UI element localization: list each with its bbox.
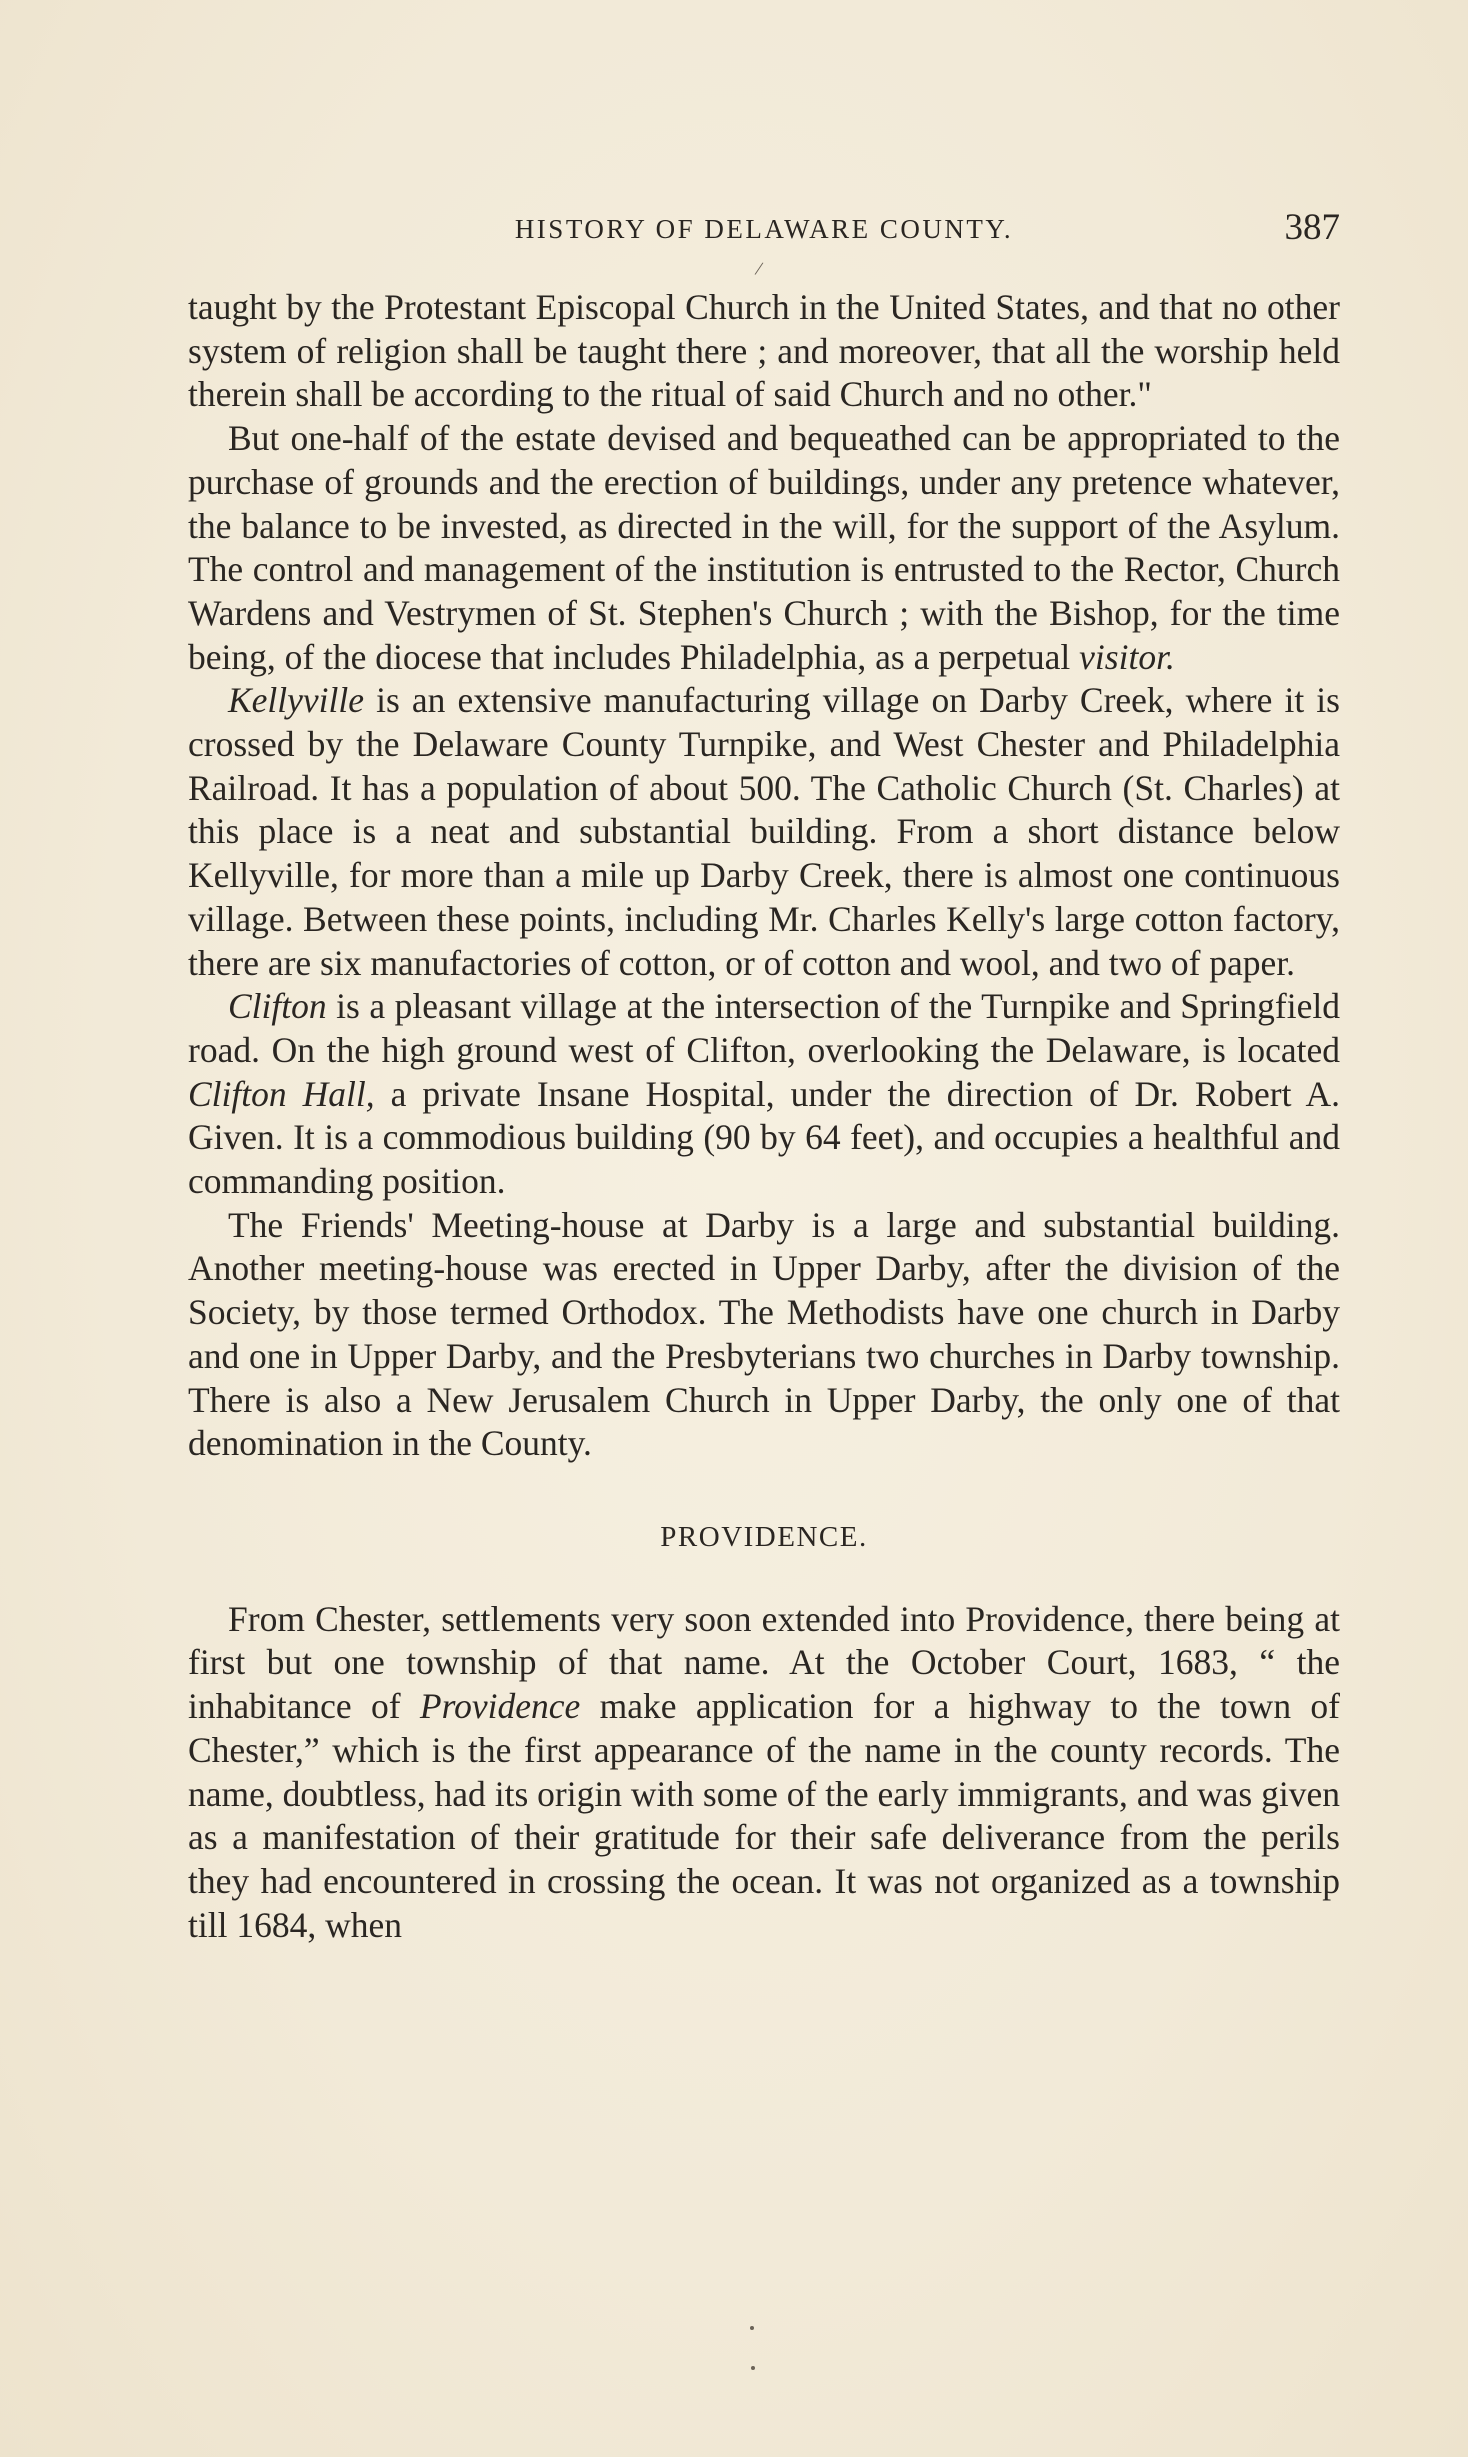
paragraph	[188, 985, 1340, 1204]
paragraph-text: make application for a highway to the town of Chester,” which is the first appearance of the name in the county records. The name, doubtless, had its origin with some of the early immigrants, and was given as a manifestation of their gratitude for their safe deliverance from the perils they had encountered in crossing the ocean. It was not organized as a township till 1684, when	[188, 1686, 1341, 1945]
paragraph-text: is a pleasant village at the intersection of the Turnpike and Springfield road. On the high ground west of Clifton, overlooking the Delaware, is located	[188, 986, 1340, 1070]
paragraph-text: taught by the Protestant Episcopal Church in the United States, and that no other system of religion shall be taught there ; and moreover, that all the worship held therein shall be according to the ritual of said Church and no other."	[188, 287, 1340, 415]
paragraph	[188, 1204, 1340, 1466]
italic-term: visitor.	[1079, 636, 1175, 677]
ink-dot	[750, 2326, 754, 2330]
paragraph-text: From Chester, settlements very soon extended into Providence, there being at first but one township of that name. At the October Court, 1683, “ the inhabitance of	[188, 1598, 1340, 1727]
ink-dot	[751, 2366, 755, 2370]
ink-mark: /	[753, 257, 765, 281]
page-number: 387	[1284, 207, 1340, 248]
paragraph-text: is an extensive manufacturing village on Darby Creek, where it is crossed by the Delaware County Turnpike, and West Chester and Philadelphia Railroad. It has a population of about 500. The Catholic Church (St. Charles) at this place is a neat and substantial building. From a short distance below Kellyville, for more than a mile up Darby Creek, there is almost one continuous village. Between these points, including Mr. Charles Kelly's large cotton factory, there are six manufactories of cotton, or of cotton and wool, and two of paper.	[188, 680, 1340, 983]
italic-place-name: Kellyville	[228, 680, 365, 721]
running-head	[188, 206, 1340, 256]
paragraph-text: a private Insane Hospital, under the direction of Dr. Robert A. Given. It is a commodious building (90 by 64 feet), and occupies a healthful and commanding position.	[188, 1073, 1340, 1202]
paragraph	[188, 417, 1340, 679]
body-text	[188, 286, 1340, 1947]
section-heading: PROVIDENCE.	[660, 1520, 868, 1553]
paragraph-text: But one-half of the estate devised and bequeathed can be appropriated to the purchase of grounds and the erection of buildings, under any pretence whatever, the balance to be invested, as directed in the will, for the support of the Asylum. The control and management of the institution is entrusted to the Rector, Church Wardens and Vestrymen of St. Stephen's Church ; with the Bishop, for the time being, of the diocese that includes Philadelphia, as a perpetual	[188, 418, 1340, 677]
paragraph	[188, 1598, 1340, 1948]
italic-place-name: Clifton	[228, 986, 327, 1027]
paragraph	[188, 679, 1340, 985]
paragraph	[188, 286, 1340, 417]
italic-place-name: Providence	[419, 1686, 581, 1727]
running-title: HISTORY OF DELAWARE COUNTY.	[514, 214, 1014, 244]
italic-place-name: Clifton Hall,	[188, 1073, 375, 1114]
paragraph-text: The Friends' Meeting-house at Darby is a large and substantial building. Another meeting-house was erected in Upper Darby, after the division of the Society, by those termed Orthodox. The Methodists have one church in Darby and one in Upper Darby, and the Presbyterians two churches in Darby township. There is also a New Jerusalem Church in Upper Darby, the only one of that denomination in the County.	[188, 1204, 1340, 1464]
